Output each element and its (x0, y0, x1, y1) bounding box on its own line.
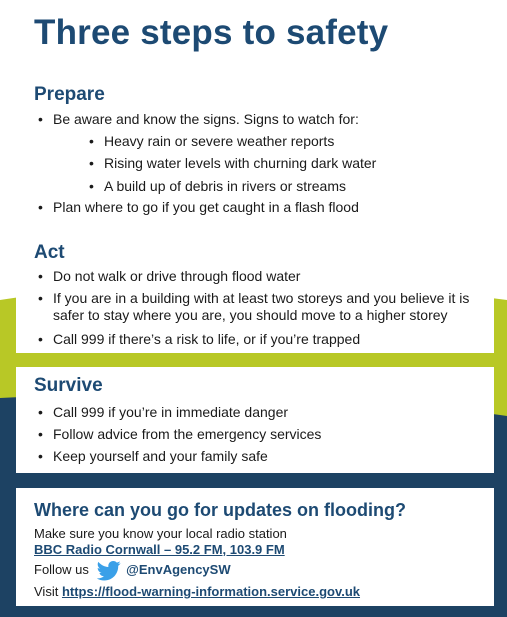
list-item (89, 155, 377, 172)
list-item (38, 268, 301, 285)
visit-line (34, 584, 360, 600)
bullet: • (89, 133, 94, 149)
bullet: • (89, 178, 94, 194)
radio-intro: Make sure you know your local radio station (34, 526, 287, 541)
prepare-panel (16, 78, 494, 218)
prepare-plan: Plan where to go if you get caught in a flash flood (53, 199, 359, 215)
act-item: If you are in a building with at least two storeys and you believe it is safer to stay where you are, you should move to a higher storey (53, 290, 470, 323)
bullet: • (38, 111, 43, 127)
bullet: • (38, 331, 43, 347)
list-item (38, 448, 268, 465)
bullet: • (38, 448, 43, 464)
radio-station-link[interactable]: BBC Radio Cornwall – 95.2 FM, 103.9 FM (34, 542, 285, 557)
survive-item: Keep yourself and your family safe (53, 448, 268, 464)
bullet: • (89, 155, 94, 171)
title-panel (16, 10, 494, 60)
survive-item: Call 999 if you’re in immediate danger (53, 404, 289, 420)
updates-panel (16, 488, 494, 606)
list-item (38, 331, 361, 348)
list-item (38, 199, 359, 216)
list-item (38, 426, 322, 443)
act-panel (16, 236, 494, 353)
prepare-intro: Be aware and know the signs. Signs to watch for: (53, 111, 359, 127)
sign-item: A build up of debris in rivers or streams (104, 178, 346, 194)
sign-item: Heavy rain or severe weather reports (104, 133, 335, 149)
follow-label: Follow us (34, 562, 89, 577)
list-item (89, 133, 335, 150)
radio-line (34, 542, 285, 558)
prepare-heading: Prepare (34, 84, 105, 105)
bullet: • (38, 268, 43, 284)
list-item (38, 404, 289, 421)
list-item (38, 111, 359, 128)
list-item (38, 290, 485, 324)
bullet: • (38, 290, 43, 306)
twitter-bird-icon[interactable] (97, 561, 121, 581)
survive-heading: Survive (34, 375, 103, 396)
survive-item: Follow advice from the emergency services (53, 426, 322, 442)
bullet: • (38, 426, 43, 442)
act-item: Call 999 if there’s a risk to life, or if you’re trapped (53, 331, 361, 347)
follow-line (34, 559, 231, 581)
page-title: Three steps to safety (34, 13, 389, 52)
bullet: • (38, 199, 43, 215)
act-heading: Act (34, 242, 65, 263)
sign-item: Rising water levels with churning dark water (104, 155, 377, 171)
bullet: • (38, 404, 43, 420)
survive-panel (16, 367, 494, 473)
visit-label: Visit (34, 584, 59, 599)
act-item: Do not walk or drive through flood water (53, 268, 301, 284)
twitter-handle-link[interactable]: @EnvAgencySW (126, 562, 231, 577)
website-link[interactable]: https://flood-warning-information.service.gov.uk (61, 584, 361, 599)
updates-heading: Where can you go for updates on flooding? (34, 500, 406, 520)
list-item (89, 178, 346, 195)
